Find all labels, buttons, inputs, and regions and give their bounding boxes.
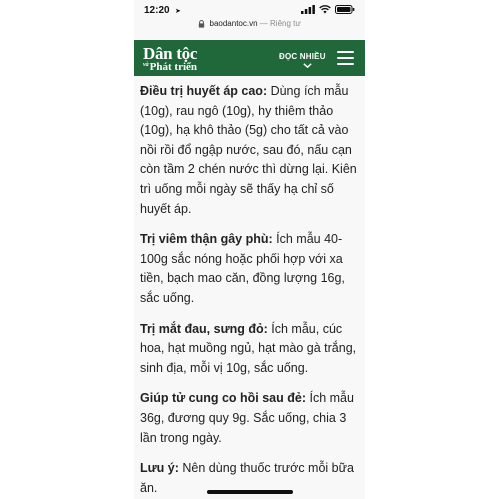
logo-conjunction: và [143,62,149,68]
most-read-link[interactable]: ĐỌC NHIỀU [279,52,326,61]
paragraph-text: Ích mẫu, cúc hoa, hạt muồng ngủ, hạt mào gà trắng, sinh địa, mỗi vị 10g, sắc uống. [140,321,357,375]
phone-screen [134,0,365,499]
chevron-down-icon [303,63,312,68]
location-arrow-icon: ➤ [175,8,181,15]
status-icons [301,5,355,14]
url-separator: — [259,19,268,28]
menu-line [337,51,354,53]
paragraph-text: Nên dùng thuốc trước mỗi bữa ăn. [140,461,354,495]
signal-icon [301,5,315,14]
menu-line [337,63,354,65]
home-indicator[interactable] [207,490,293,494]
paragraph-heading: Giúp tử cung co hồi sau đẻ: [140,391,306,406]
lock-icon [198,20,205,28]
paragraph-heading: Lưu ý: [140,461,179,476]
private-mode-label: Riêng tư [270,19,301,28]
paragraph-heading: Điều trị huyết áp cao: [140,84,268,98]
menu-button[interactable] [337,51,354,65]
site-header [134,40,365,76]
url-domain: baodantoc.vn [209,19,258,28]
battery-icon [335,5,355,14]
paragraph-text: Ích mẫu 40-100g sắc nóng hoặc phối hợp với xa tiền, bạch mao căn, đồng lượng 16g, sắc uống. [140,232,345,305]
article-paragraph [140,230,360,308]
paragraph-text: Ích mẫu 36g, đương quy 9g. Sắc uống, chia 3 lần trong ngày. [140,391,354,445]
paragraph-heading: Trị mắt đau, sưng đỏ: [140,321,268,336]
article-body [140,82,360,499]
paragraph-heading: Trị viêm thận gây phù: [140,232,273,247]
status-bar [134,0,365,17]
site-logo-sub[interactable] [143,60,197,73]
article-paragraph [140,82,360,219]
site-logo[interactable]: Dân tộc [143,44,198,63]
logo-subtitle: Phát triển [149,61,198,73]
menu-line [337,57,354,59]
address-bar[interactable] [134,19,365,33]
paragraph-text: Dùng ích mẫu (10g), rau ngô (10g), hy thiêm thảo (10g), hạ khô thảo (5g) cho tất cả vào nồi rồi đổ ngập nước, sau đó, nấu cạn còn tầm 2 chén nước thì dừng lại. Kiên trì uống mỗi ngày sẽ thấy hạ chỉ số huyết áp. [140,84,357,216]
article-paragraph [140,389,360,448]
wifi-icon [319,5,331,14]
status-time: 12:20 [144,5,170,16]
article-paragraph [140,320,360,379]
